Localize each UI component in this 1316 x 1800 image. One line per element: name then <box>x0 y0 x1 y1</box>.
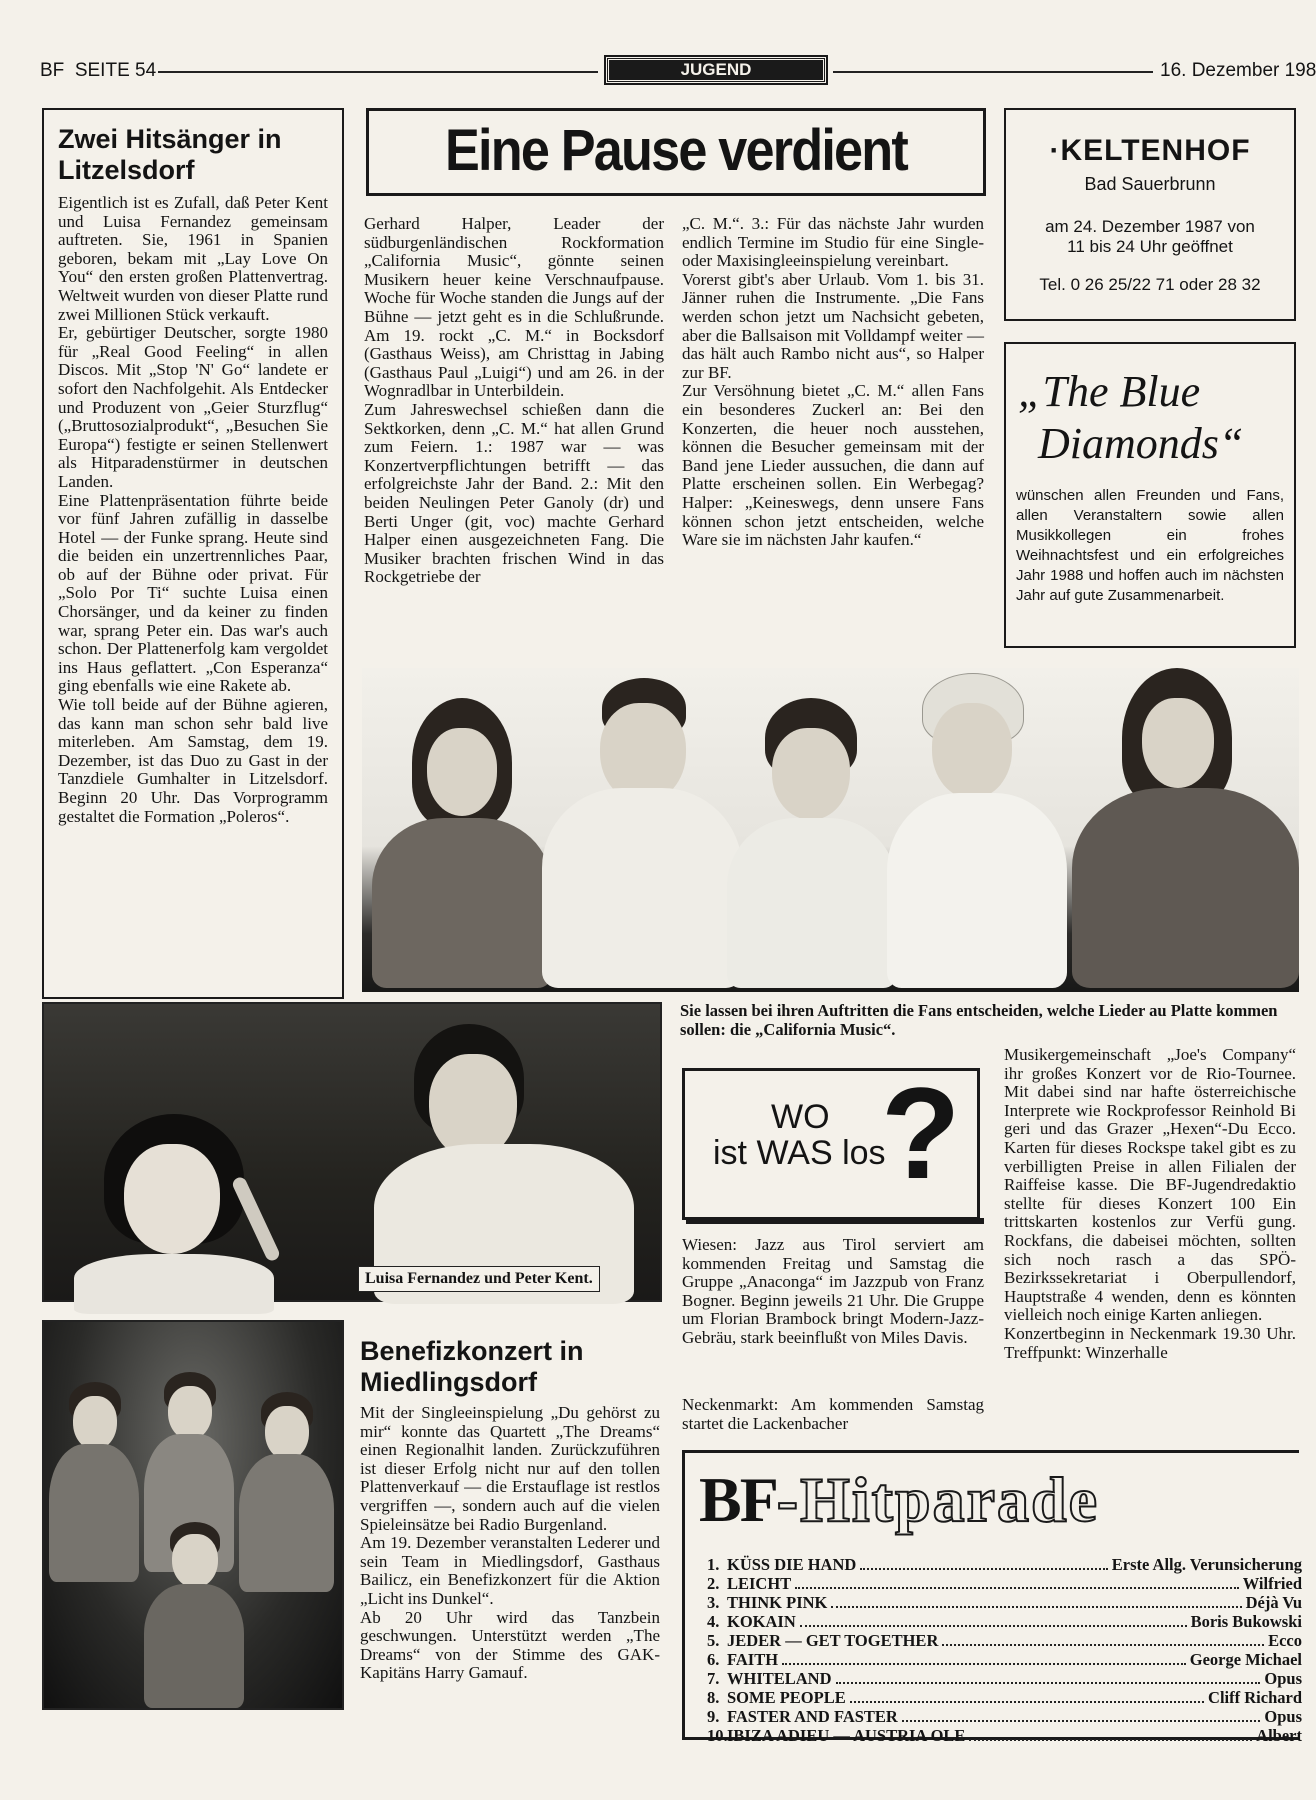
dreams-member-3 <box>239 1392 334 1592</box>
duo-photo-caption: Luisa Fernandez und Peter Kent. <box>358 1266 600 1292</box>
hit-artist: Cliff Richard <box>1208 1688 1302 1707</box>
hit-song: KOKAIN <box>727 1612 796 1631</box>
hit-song: FAITH <box>727 1650 779 1669</box>
ad-band-name-1: „The Blue <box>1018 367 1201 416</box>
hitparade-title-rest: -Hitparade <box>776 1464 1099 1535</box>
hitparade-box <box>682 1450 1302 1745</box>
hit-row-3: 3. THINK PINK Déjà Vu <box>707 1593 1302 1612</box>
hit-artist: Wilfried <box>1242 1574 1302 1593</box>
benefiz-title: Benefizkonzert in Miedlingsdorf <box>360 1336 584 1397</box>
band-member-3 <box>727 698 897 992</box>
hitparade-title <box>699 1463 1099 1537</box>
ad-phone: Tel. 0 26 25/22 71 oder 28 32 <box>1039 275 1261 294</box>
singer-peter <box>374 1024 634 1304</box>
page-number: BF SEITE 54 <box>40 60 157 81</box>
band-member-5 <box>1062 668 1299 992</box>
hit-song: JEDER — GET TOGETHER <box>727 1631 939 1650</box>
hit-row-9: 9. FASTER AND FASTER Opus <box>707 1707 1302 1726</box>
hit-artist: Déjà Vu <box>1245 1593 1302 1612</box>
hit-artist: Opus <box>1264 1669 1302 1688</box>
wo-shadow <box>686 1218 984 1224</box>
neckenmarkt-text: Neckenmarkt: Am kommenden Samstag startet die Lackenbacher <box>682 1395 984 1433</box>
hit-artist: Opus <box>1264 1707 1302 1726</box>
right-column-text: Musikergemeinschaft „Joe's Company“ ihr großes Konzert vor de Rio-Tournee. Mit dabei sind nar hafte österreichische Interprete wie Rockprofessor Reinhold Bi geri und das Grazer „Hexen“-Du Ecco. Karten für dieses Rockspe takel gibt es zu verbilligten Preise in allen Filialen der Raiffeise kasse. Die BF-Jugendredaktio stellte für dieses Konzert 100 Ein trittskarten kostenlos zur Verfü gung. Rockfans, die dabeisei möchten, sollten sich noch rasch a das SPÖ-Bezirkssekretariat i Oberpullendorf, Hauptstraße 4 wenden, denn es könnten vielleich noch einige Karten anliegen. Konzertbeginn in Neckenmark 19.30 Uhr. Treffpunkt: Winzerhalle <box>1004 1045 1296 1362</box>
main-article-col2: „C. M.“. 3.: Für das nächste Jahr wurden endlich Termine im Studio für eine Single- oder Maxisingleeinspielung vereinbart. Vorerst gibt's aber Urlaub. Vom 1. bis 31. Jänner ruhen die Instrumente. „Die Fans werden schon jetzt um Nachsicht gebeten, aber die Ballsaison mit Volldampf weiter — das hält auch Rambo nicht aus“, so Halper zur BF. Zur Versöhnung bietet „C. M.“ allen Fans ein besonderes Zuckerl an: Bei den Konzerten, die heuer noch ausstehen, können die Besucher gemeinsam mit der Band jene Lieder aussuchen, die dann auf Platte erscheinen sollen. Ein Werbegag? Halper: „Keineswegs, denn unsere Fans können schon jetzt entscheiden, welche Ware sie im nächsten Jahr kaufen.“ <box>682 214 984 550</box>
ad-keltenhof <box>1004 108 1296 321</box>
page-date: 16. Dezember 198 <box>1160 60 1316 81</box>
band-member-1 <box>372 698 552 992</box>
page-header <box>40 60 1316 86</box>
hitparade-title-bf: BF <box>699 1464 777 1535</box>
dreams-member-4 <box>144 1522 244 1708</box>
wo-ist-was-los-box <box>682 1060 980 1220</box>
ad-blue-diamonds <box>1004 342 1296 648</box>
main-article-col1: Gerhard Halper, Leader der südburgenländischen Rockformation „California Music“, gönnte seinen Musikern heuer keine Verschnaufpause. Woche für Woche standen die Jungs auf der Bühne — jetzt geht es in die Schlußrunde. Am 19. rockt „C. M.“ in Bocksdorf (Gasthaus Weiss), am Christtag in Jabing (Gasthaus Paul „Luigi“) und am 26. in der Wognradlbar in Unterbildein. Zum Jahreswechsel schießen dann die Sektkorken, denn „C. M.“ hat allen Grund zum Feiern. 1.: 1987 war — was Konzertverpflichtungen betrifft — das erfolgreichste Jahr der Band. 2.: Mit den beiden Neulingen Peter Ganoly (dr) und Berti Unger (git, voc) machte Gerhard Halper einen ausgezeichneten Fang. Die Musiker brachten frischen Wind in das Rockgetriebe der <box>364 214 664 587</box>
hit-artist: Ecco <box>1268 1631 1302 1650</box>
hit-artist: George Michael <box>1189 1650 1302 1669</box>
benefiz-body: Mit der Singleeinspielung „Du gehörst zu mir“ konnte das Quartett „The Dreams“ einen Regionalhit landen. Zurückzuführen ist dieser Erfolg nicht nur auf den tollen Plattenverkauf — die Erstauflage ist restlos vergriffen —, sondern auch auf die vielen Spieleinsätze bei Radio Burgenland. Am 19. Dezember veranstalten Lederer und sein Team in Miedlingsdorf, Gasthaus Bailicz, ein Benefizkonzert für die Aktion „Licht ins Dunkel“. Ab 20 Uhr wird das Tanzbein geschwungen. Unterstützt werden „The Dreams“ von der Stimme des GAK-Kapitäns Harry Gamauf. <box>360 1403 660 1683</box>
hit-artist: Erste Allg. Verunsicherung <box>1111 1555 1302 1574</box>
wiesen-text: Wiesen: Jazz aus Tirol serviert am kommenden Freitag und Samstag die Gruppe „Anaconga“ im Jazzpub von Franz Bogner. Beginn jeweils 21 Uhr. Die Gruppe um Florian Brambock bringt Modern-Jazz-Gebräu, stark beeinflußt von Miles Davis. <box>682 1235 984 1347</box>
ad-greeting: wünschen allen Freunden und Fans, allen Veranstaltern sowie allen Musikkollegen ein frohes Weihnachtsfest und ein erfolgreiches Jahr 1988 und hoffen auch im nächsten Jahr auf gute Zusammenarbeit. <box>1016 487 1284 604</box>
hit-row-6: 6. FAITH George Michael <box>707 1650 1302 1669</box>
headline: Eine Pause verdient <box>445 118 907 183</box>
hitparade-list <box>707 1556 1302 1746</box>
hit-song: IBIZA ADIEU — AUSTRIA OLE <box>727 1726 966 1745</box>
wo-line1: WO <box>771 1098 830 1136</box>
question-mark-icon: ? <box>881 1060 961 1206</box>
hit-row-8: 8. SOME PEOPLE Cliff Richard <box>707 1688 1302 1707</box>
hit-row-7: 7. WHITELAND Opus <box>707 1669 1302 1688</box>
header-rule-left <box>158 71 598 73</box>
section-label: JUGEND <box>606 57 826 83</box>
hit-song: WHITELAND <box>727 1669 832 1688</box>
header-rule-right <box>833 71 1153 73</box>
duo-photo <box>42 1002 662 1302</box>
hit-song: LEICHT <box>727 1574 792 1593</box>
ad-date-1: am 24. Dezember 1987 von <box>1045 217 1255 236</box>
hit-song: FASTER AND FASTER <box>727 1707 898 1726</box>
dreams-photo <box>42 1320 344 1710</box>
hit-row-1: 1. KÜSS DIE HAND Erste Allg. Verunsicherung <box>707 1555 1302 1574</box>
ad-band-name-2: Diamonds“ <box>1038 419 1244 468</box>
article-title: Zwei Hitsänger in Litzelsdorf <box>58 124 282 185</box>
hit-artist: Albert <box>1256 1726 1302 1745</box>
headline-box <box>366 108 986 196</box>
hit-row-5: 5. JEDER — GET TOGETHER Ecco <box>707 1631 1302 1650</box>
band-photo-caption: Sie lassen bei ihren Auftritten die Fans entscheiden, welche Lieder au Platte kommen sollen: die „California Music“. <box>680 1001 1278 1039</box>
dreams-member-1 <box>49 1382 139 1582</box>
ad-date-2: 11 bis 24 Uhr geöffnet <box>1067 237 1233 256</box>
article-litzelsdorf <box>42 108 344 999</box>
band-member-4 <box>887 673 1067 992</box>
band-member-2 <box>542 678 742 992</box>
wo-line2: ist WAS los <box>713 1134 886 1172</box>
hit-row-4: 4. KOKAIN Boris Bukowski <box>707 1612 1302 1631</box>
ad-name: ·KELTENHOF <box>1049 134 1251 167</box>
hit-row-10: 10. IBIZA ADIEU — AUSTRIA OLE Albert <box>707 1726 1302 1745</box>
hit-row-2: 2. LEICHT Wilfried <box>707 1574 1302 1593</box>
hit-song: KÜSS DIE HAND <box>727 1555 857 1574</box>
hit-artist: Boris Bukowski <box>1190 1612 1302 1631</box>
hit-song: SOME PEOPLE <box>727 1688 846 1707</box>
band-photo <box>362 668 1299 992</box>
hit-song: THINK PINK <box>727 1593 828 1612</box>
article-body: Eigentlich ist es Zufall, daß Peter Kent und Luisa Fernandez gemeinsam auftreten. Sie, 1961 in Spanien geboren, bekam mit „Lay Love On You“ den ersten großen Plattenvertrag. Weltweit wurden von dieser Platte rund zwei Millionen Stück verkauft. Er, gebürtiger Deutscher, sorgte 1980 für „Real Good Feeling“ in allen Discos. Mit „Stop 'N' Go“ landete er sofort den Nachfolgehit. Als Entdecker und Produzent von „Geier Sturzflug“ („Bruttosozialprodukt“, „Besuchen Sie Europa“) festigte er seinen Stellenwert als Hitparadenstürmer in deutschen Landen. Eine Plattenpräsentation führte beide vor fünf Jahren zufällig in dasselbe Hotel — der Funke sprang. Heute sind die beiden ein unzertrennliches Paar, ob auf der Bühne oder privat. Für „Solo Por Ti“ suchte Luisa einen Chorsänger, und da keiner zu finden war, sprang Peter ein. Das war's auch schon. Der Plattenerfolg kam vergoldet ins Haus geflattert. „Con Esperanza“ ging ebenfalls wie eine Rakete ab. Wie toll beide auf der Bühne agieren, das kann man schon sehr bald live miterleben. Am Samstag, dem 19. Dezember, ist das Duo zu Gast in der Tanzdiele Gumhalter in Litzelsdorf. Beginn 20 Uhr. Das Vorprogramm gestaltet die Formation „Poleros“. <box>58 193 328 826</box>
ad-place: Bad Sauerbrunn <box>1084 174 1216 194</box>
